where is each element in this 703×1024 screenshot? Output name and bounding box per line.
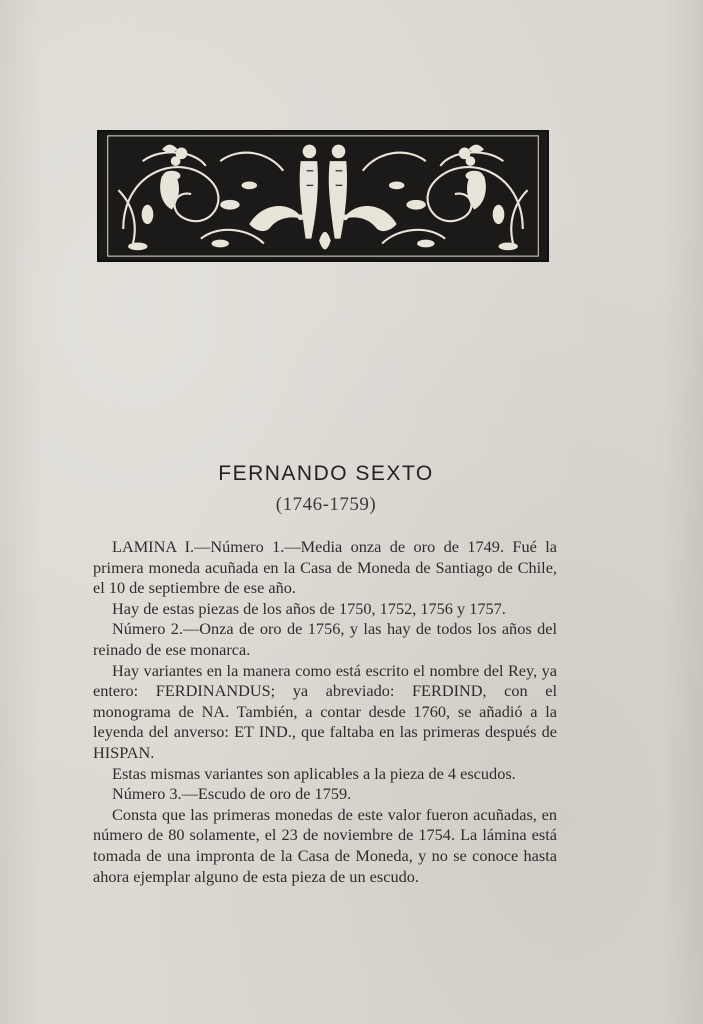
paragraph: Hay de estas piezas de los años de 1750, 1752, 1756 y 1757.: [112, 598, 506, 618]
paragraph: Número 2.—Onza de oro de 1756, y las hay de todos los años del reinado de ese monarca.: [93, 619, 557, 659]
paragraph: Hay variantes en la manera como está escrito el nombre del Rey, ya entero: FERDINANDUS; ya abreviado: FERDIND, con el monograma de NA. También, a contar desde 1760, se añadió a la leyenda del anverso: ET IND., que faltaba en las primeras después de HISPAN.: [93, 660, 557, 762]
ornamental-headpiece-icon: [97, 130, 549, 262]
body-text: [93, 537, 557, 887]
reign-dates: (1746-1759): [275, 494, 377, 515]
paragraph: Consta que las primeras monedas de este valor fueron acuñadas, en número de 80 solamente, el 23 de noviembre de 1754. La lámina está tomada de una impronta de la Casa de Moneda, y no se conoce hasta ahora ejemplar alguno de esta pieza de un escudo.: [93, 804, 557, 886]
paragraph: Número 3.—Escudo de oro de 1759.: [112, 784, 352, 804]
paragraph: Estas mismas variantes son aplicables a la pieza de 4 escudos.: [112, 763, 516, 783]
chapter-title: FERNANDO SEXTO: [218, 462, 434, 485]
paragraph: LAMINA I.—Número 1.—Media onza de oro de 1749. Fué la primera moneda acuñada en la Casa de Moneda de Santiago de Chile, el 10 de septiembre de ese año.: [93, 537, 557, 598]
